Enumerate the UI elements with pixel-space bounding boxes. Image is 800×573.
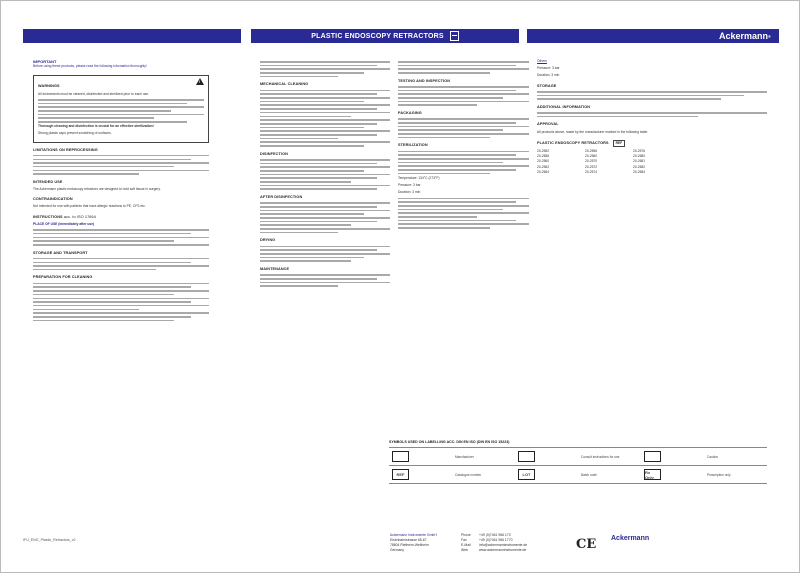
symbol-label: Consult instructions for use — [578, 448, 641, 466]
company-country: Germany — [390, 548, 404, 552]
mechanical-cleaning-heading: MECHANICAL CLEANING — [260, 82, 309, 87]
fax-value: +49 (0)7461 966 1770 — [479, 538, 513, 542]
symbols-table — [389, 447, 767, 484]
phone-label: Phone — [461, 533, 471, 537]
intended-use-text: The Ackermann plastic endoscopy retractors are designed to hold soft tissue in surgery. — [33, 187, 161, 192]
company-street: Eisenbahnstrasse 65-67 — [390, 538, 427, 542]
prep-cleaning-heading: PREPARATION FOR CLEANING — [33, 275, 93, 280]
sterilization-temp: Temperature: 134°C (273°F) — [398, 175, 440, 180]
symbol-label: Manufacturer — [452, 448, 515, 466]
header-band-brand — [527, 29, 779, 43]
symbol-icon — [392, 451, 409, 462]
symbol-icon — [518, 451, 535, 462]
company-logo: Ackermann — [611, 535, 650, 542]
instructions-icon — [450, 31, 459, 41]
column-1 — [33, 59, 209, 509]
email-label: E-Mail — [461, 543, 471, 547]
instructions-heading: INSTRUCTIONS acc. to ISO 17664 — [33, 214, 96, 219]
warnings-box — [33, 75, 209, 142]
limitations-heading: LIMITATIONS ON REPROCESSING — [33, 147, 98, 152]
article-number: 20-2681 — [633, 159, 646, 164]
warnings-heading: WARNINGS — [38, 84, 60, 89]
web-value[interactable]: www.ackermanninstrumente.de — [479, 548, 527, 552]
symbol-label: Batch code — [578, 466, 641, 484]
fax-label: Fax — [461, 538, 467, 542]
drying-heading: DRYING — [260, 238, 276, 243]
ref-label: REF — [613, 140, 626, 147]
symbol-label: Caution — [704, 448, 767, 466]
company-address — [390, 533, 462, 553]
column-4 — [537, 59, 767, 369]
contraindication-heading: CONTRAINDICATION — [33, 197, 73, 202]
cycle-pressure: Pressure: 3 bar — [537, 66, 560, 71]
contraindication-text: Not intended for use with patients that have allergic reactions to PE, CFS etc. — [33, 204, 146, 209]
article-number: 20-2576 — [633, 149, 646, 154]
cycle-others: Others — [537, 59, 547, 63]
article-number: 20-2574 — [585, 169, 598, 174]
company-name: Ackermann Instrumente GmbH — [390, 533, 437, 537]
article-number: 20-2684 — [633, 169, 646, 174]
column-2 — [260, 59, 390, 514]
article-number: 20-2556 — [585, 149, 598, 154]
article-number: 20-2560 — [537, 159, 550, 164]
article-number: 20-2570 — [585, 159, 598, 164]
after-disinfection-heading: AFTER DISINFECTION — [260, 195, 303, 200]
symbol-icon: LOT — [518, 469, 535, 480]
column-3 — [398, 59, 529, 431]
symbol-icon-cell — [515, 448, 578, 466]
testing-heading: TESTING AND INSPECTION — [398, 78, 451, 83]
disinfection-heading: DISINFECTION — [260, 151, 288, 156]
article-number: 20-2680 — [633, 154, 646, 159]
header-band-left — [23, 29, 241, 43]
article-number: 20-2564 — [537, 169, 550, 174]
brand-name: Ackermann — [719, 31, 769, 41]
header-band-title — [251, 29, 519, 43]
symbol-icon: Rx Only — [644, 469, 661, 480]
article-numbers — [537, 149, 767, 175]
approval-heading: APPROVAL — [537, 122, 559, 127]
email-value[interactable]: info@ackermanninstrumente.de — [479, 543, 528, 547]
symbol-icon: REF — [392, 469, 409, 480]
storage-transport-heading: STORAGE AND TRANSPORT — [33, 250, 88, 255]
sterilization-heading: STERILIZATION — [398, 143, 428, 148]
company-city: 78604 Rietheim-Weilheim — [390, 543, 429, 547]
maintenance-heading: MAINTENANCE — [260, 267, 290, 272]
warnings-tail: Strong plastic caps prevent scratching of surfaces. — [38, 131, 112, 136]
warnings-text: All instruments must be cleaned, disinfected and sterilized prior to each use. — [38, 91, 150, 96]
article-heading: PLASTIC ENDOSCOPY RETRACTORS REF — [537, 140, 767, 147]
company-contact — [461, 533, 553, 553]
article-number: 20-2560 — [585, 154, 598, 159]
document-title: PLASTIC ENDOSCOPY RETRACTORS — [311, 32, 444, 40]
article-number: 20-2556 — [537, 154, 550, 159]
important-heading: IMPORTANT — [33, 59, 57, 64]
sterilization-duration: Duration: 3 min — [398, 190, 421, 195]
additional-info-heading: ADDITIONAL INFORMATION — [537, 104, 591, 109]
storage-heading: STORAGE — [537, 83, 557, 88]
symbol-label: Prescription only — [704, 466, 767, 484]
ce-mark: CE — [576, 537, 597, 552]
approval-text: All products above, made by the manufacturer marked in the following table: — [537, 129, 649, 134]
intended-use-heading: INTENDED USE — [33, 179, 63, 184]
article-number: 20-2572 — [585, 164, 598, 169]
symbol-icon-cell — [641, 448, 704, 466]
packaging-heading: PACKAGING — [398, 111, 422, 116]
symbol-icon-cell — [389, 466, 452, 484]
symbol-icon — [644, 451, 661, 462]
symbols-title: SYMBOLS USED ON LABELLING ACC. DIN EN ISO (DIN EN ISO 15223) — [389, 440, 510, 444]
sterilization-pressure: Pressure: 3 bar — [398, 183, 421, 188]
symbol-icon-cell — [641, 466, 704, 484]
article-number: 20-2552 — [537, 149, 550, 154]
warning-triangle-icon — [196, 78, 204, 85]
symbol-icon-cell — [389, 448, 452, 466]
article-number: 20-2562 — [537, 164, 550, 169]
article-number: 20-2682 — [633, 164, 646, 169]
warnings-bold: Thorough cleaning and disinfection is crucial for an effective sterilization! — [38, 124, 154, 129]
phone-value: +49 (0)7461 966 170 — [479, 533, 511, 537]
important-text: Before using these products, please read the following information thoroughly! — [33, 64, 147, 69]
symbol-icon-cell — [515, 466, 578, 484]
cycle-duration: Duration: 3 min — [537, 73, 560, 78]
place-of-use: PLACE OF USE (immediately after use) — [33, 221, 95, 226]
document-id: IFU_ENG_Plastic_Retractors_v2 — [23, 538, 76, 542]
brand-reg: ® — [768, 33, 771, 39]
symbol-label: Catalogue number — [452, 466, 515, 484]
web-label: Web — [461, 548, 468, 552]
